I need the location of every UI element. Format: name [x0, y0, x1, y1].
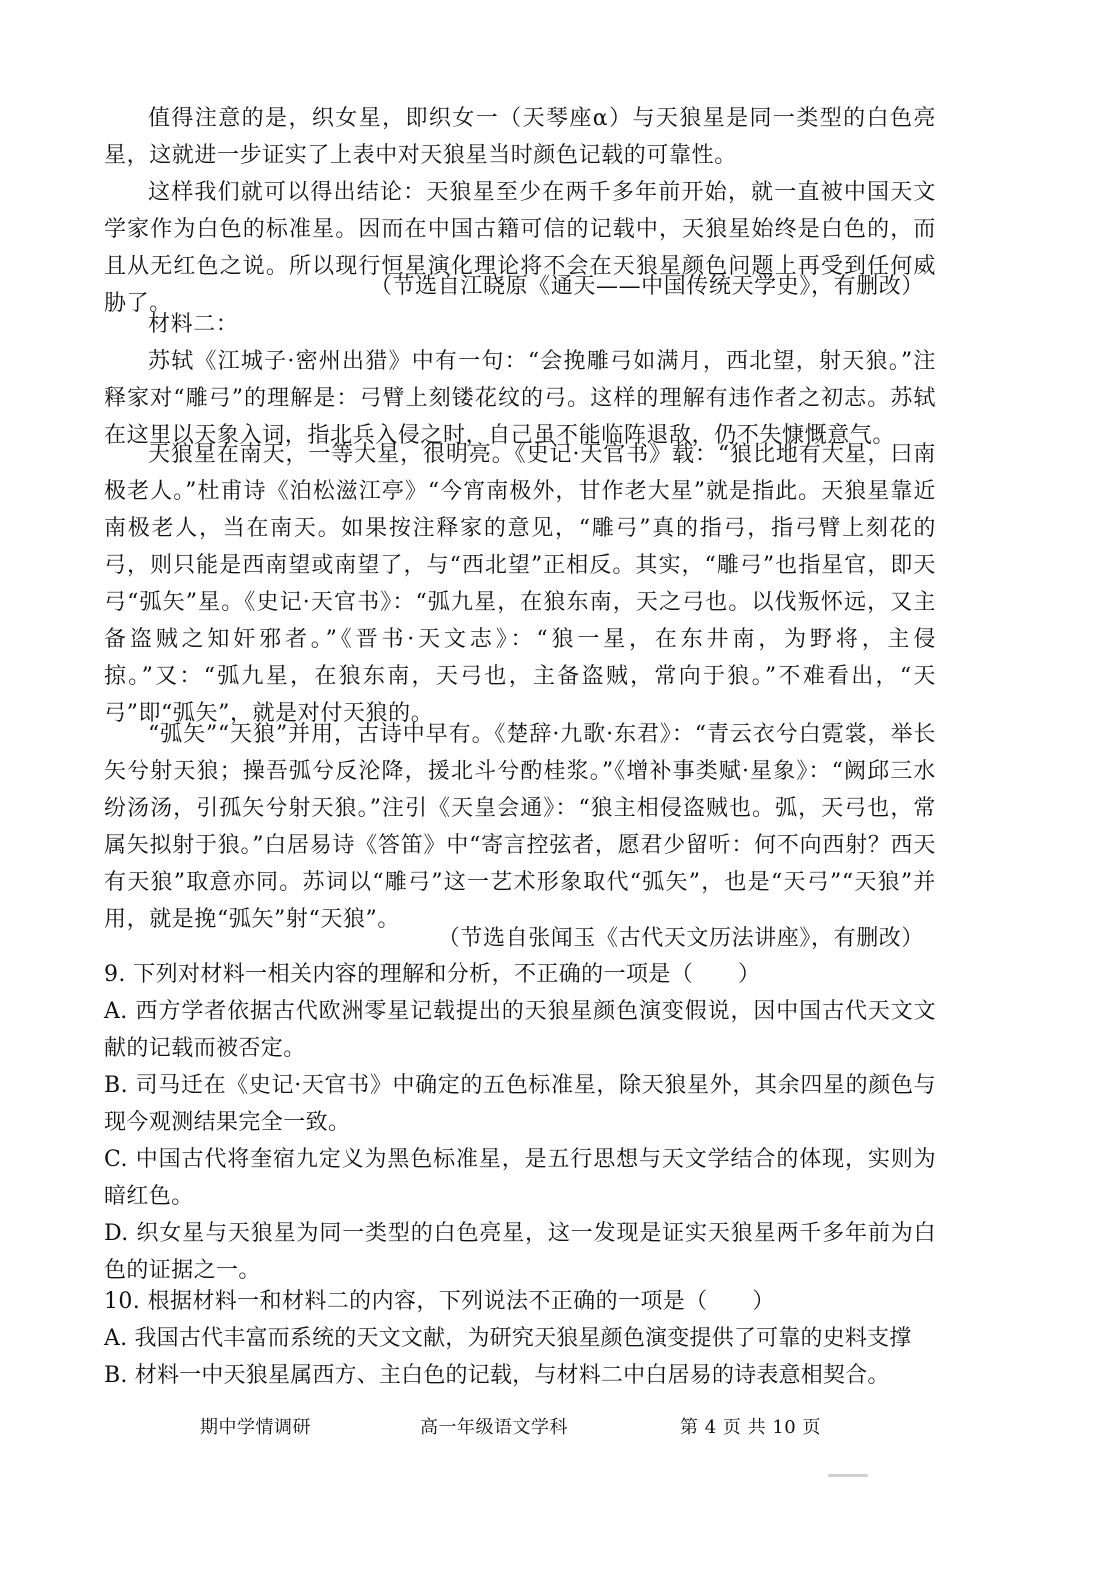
passage-paragraph-1: 值得注意的是，织女星，即织女一（天琴座α）与天狼星是同一类型的白色亮星，这就进一步证实了上表中对天狼星当时颜色记载的可靠性。 [104, 106, 936, 168]
footer-page-number: 第 4 页 共 10 页 [680, 1417, 821, 1438]
question-9-option-d: D. 织女星与天狼星为同一类型的白色亮星，这一发现是证实天狼星两千多年前为白色的证据之一。 [104, 1221, 936, 1283]
passage-paragraph-3: 苏轼《江城子·密州出猎》中有一句：“会挽雕弓如满月，西北望，射天狼。”注释家对“雕弓”的理解是：弓臂上刻镂花纹的弓。这样的理解有违作者之初志。苏轼在这里以天象入词，指北兵入侵之时，自己虽不能临阵退敌，仍不失慷慨意气。 [104, 349, 936, 448]
question-10-option-a: A. 我国古代丰富而系统的天文文献，为研究天狼星颜色演变提供了可靠的史料支撑 [104, 1326, 912, 1351]
question-9-option-b: B. 司马迁在《史记·天官书》中确定的五色标准星，除天狼星外，其余四星的颜色与现今观测结果完全一致。 [104, 1073, 936, 1135]
footer-exam-name: 期中学情调研 [200, 1417, 311, 1438]
source-citation-2: （节选自张闻玉《古代天文历法讲座》，有删改） [437, 926, 924, 951]
footer-subject: 高一年级语文学科 [420, 1417, 568, 1438]
question-9-stem: 9. 下列对材料一相关内容的理解和分析，不正确的一项是（ ） [104, 962, 761, 987]
material-2-heading: 材料二： [148, 312, 239, 337]
passage-paragraph-5: “弧矢”“天狼”并用，古诗中早有。《楚辞·九歌·东君》：“青云衣兮白霓裳，举长矢兮射天狼；操吾弧兮反沦降，援北斗兮酌桂浆。”《增补事类赋·星象》：“阙邱三水纷汤汤，引孤矢兮射天狼。”注引《天皇会通》：“狼主相侵盗贼也。弧，天弓也，常属矢拟射于狼。”白居易诗《答笛》中“寄言控弦者，愿君少留听：何不向西射？西天有天狼”取意亦同。苏词以“雕弓”这一艺术形象取代“弧矢”，也是“天弓”“天狼”并用，就是挽“弧矢”射“天狼”。 [104, 722, 936, 932]
question-9-option-a: A. 西方学者依据古代欧洲零星记载提出的天狼星颜色演变假说，因中国古代天文文献的记载而被否定。 [104, 999, 936, 1061]
question-9-option-c: C. 中国古代将奎宿九定义为黑色标准星，是五行思想与天文学结合的体现，实则为暗红色。 [104, 1147, 936, 1209]
passage-paragraph-2: 这样我们就可以得出结论：天狼星至少在两千多年前开始，就一直被中国天文学家作为白色的标准星。因而在中国古籍可信的记载中，天狼星始终是白色的，而且从无红色之说。所以现行恒星演化理论将不会在天狼星颜色问题上再受到任何威胁了。 [104, 180, 936, 316]
source-citation-1: （节选自江晓原《通天——中国传统天学史》，有删改） [369, 274, 924, 299]
scan-smudge [828, 1474, 868, 1477]
passage-paragraph-4: 天狼星在南天，一等大星，很明亮。《史记·天官书》载：“狼比地有大星，曰南极老人。”杜甫诗《泊松滋江亭》“今宵南极外，甘作老大星”就是指此。天狼星靠近南极老人，当在南天。如果按注释家的意见，“雕弓”真的指弓，指弓臂上刻花的弓，则只能是西南望或南望了，与“西北望”正相反。其实，“雕弓”也指星官，即天弓“弧矢”星。《史记·天官书》：“弧九星，在狼东南，天之弓也。以伐叛怀远，又主备盗贼之知奸邪者。”《晋书·天文志》：“狼一星，在东井南，为野将，主侵掠。”又：“弧九星，在狼东南，天弓也，主备盗贼，常向于狼。”不难看出，“天弓”即“弧矢”，就是对付天狼的。 [104, 442, 936, 726]
question-10-option-b: B. 材料一中天狼星属西方、主白色的记载，与材料二中白居易的诗表意相契合。 [104, 1363, 890, 1388]
question-10-stem: 10. 根据材料一和材料二的内容，下列说法不正确的一项是（ ） [104, 1289, 775, 1314]
